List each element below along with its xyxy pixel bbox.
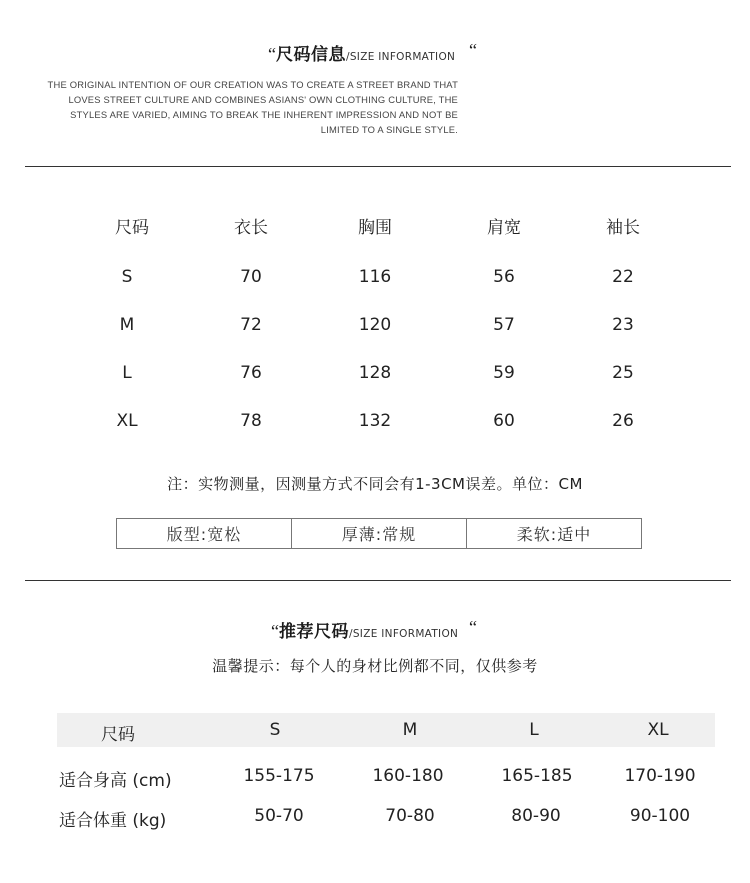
recommend-cell: 170-190 [624,766,696,786]
open-quote: “ [271,621,279,641]
close-quote: “ [469,40,477,60]
size-info-title-cn: 尺码信息 [276,45,346,65]
intro-line: STYLES ARE VARIED, AIMING TO BREAK THE INHERENT IMPRESSION AND NOT BE [70,109,458,120]
recommend-header-cell: 尺码 [101,725,135,745]
close-quote: “ [469,617,477,637]
recommend-tip: 温馨提示：每个人的身材比例都不同，仅供参考 [212,657,538,675]
table-cell: 59 [493,363,515,383]
table-header-cell: 袖长 [606,218,640,238]
table-cell: M [119,315,135,335]
table-cell: L [122,363,132,383]
table-header-cell: 胸围 [358,218,392,238]
intro-line: LOVES STREET CULTURE AND COMBINES ASIANS' OWN CLOTHING CULTURE, THE [68,94,458,105]
recommend-cell: 70-80 [385,806,435,826]
recommend-header-cell: S [269,720,281,740]
recommend-row-label: 适合身高 (cm) [59,771,172,791]
recommend-cell: 165-185 [501,766,573,786]
brand-intro [20,77,458,137]
divider [25,166,731,167]
measurement-note: 注：实物测量，因测量方式不同会有1-3CM误差。单位：CM [167,475,583,493]
table-cell: 56 [493,267,515,287]
table-cell: 132 [358,411,392,431]
attribute-thickness: 厚薄:常规 [291,519,466,548]
size-info-title [268,40,455,65]
intro-line: THE ORIGINAL INTENTION OF OUR CREATION WAS TO CREATE A STREET BRAND THAT [47,79,458,90]
recommend-cell: 80-90 [511,806,561,826]
fabric-attributes [116,518,642,549]
recommend-cell: 90-100 [629,806,691,826]
table-header-cell: 肩宽 [487,218,521,238]
table-header-cell: 衣长 [234,218,268,238]
table-header-cell: 尺码 [115,218,149,238]
table-cell: S [121,267,133,287]
table-cell: 26 [612,411,634,431]
recommend-header-cell: L [529,720,539,740]
table-cell: 23 [612,315,634,335]
recommend-title-cn: 推荐尺码 [279,622,349,642]
table-cell: 25 [612,363,634,383]
table-cell: 120 [358,315,392,335]
intro-line: LIMITED TO A SINGLE STYLE. [320,124,458,135]
recommend-title-en: /SIZE INFORMATION [349,628,459,640]
recommend-header-cell: XL [647,720,669,740]
table-cell: XL [116,411,138,431]
table-cell: 116 [358,267,392,287]
table-cell: 60 [493,411,515,431]
table-cell: 22 [612,267,634,287]
table-cell: 70 [240,267,262,287]
table-cell: 76 [240,363,262,383]
attribute-softness: 柔软:适中 [466,519,641,548]
recommend-cell: 160-180 [372,766,444,786]
table-cell: 128 [358,363,392,383]
recommend-cell: 155-175 [243,766,315,786]
recommend-row-label: 适合体重 (kg) [59,811,167,831]
divider [25,580,731,581]
recommend-header-cell: M [402,720,418,740]
recommend-title [271,617,458,642]
attribute-fit: 版型:宽松 [166,525,242,544]
table-cell: 78 [240,411,262,431]
size-info-title-en: /SIZE INFORMATION [346,51,456,63]
table-cell: 57 [493,315,515,335]
table-cell: 72 [240,315,262,335]
open-quote: “ [268,44,276,64]
recommend-cell: 50-70 [254,806,304,826]
